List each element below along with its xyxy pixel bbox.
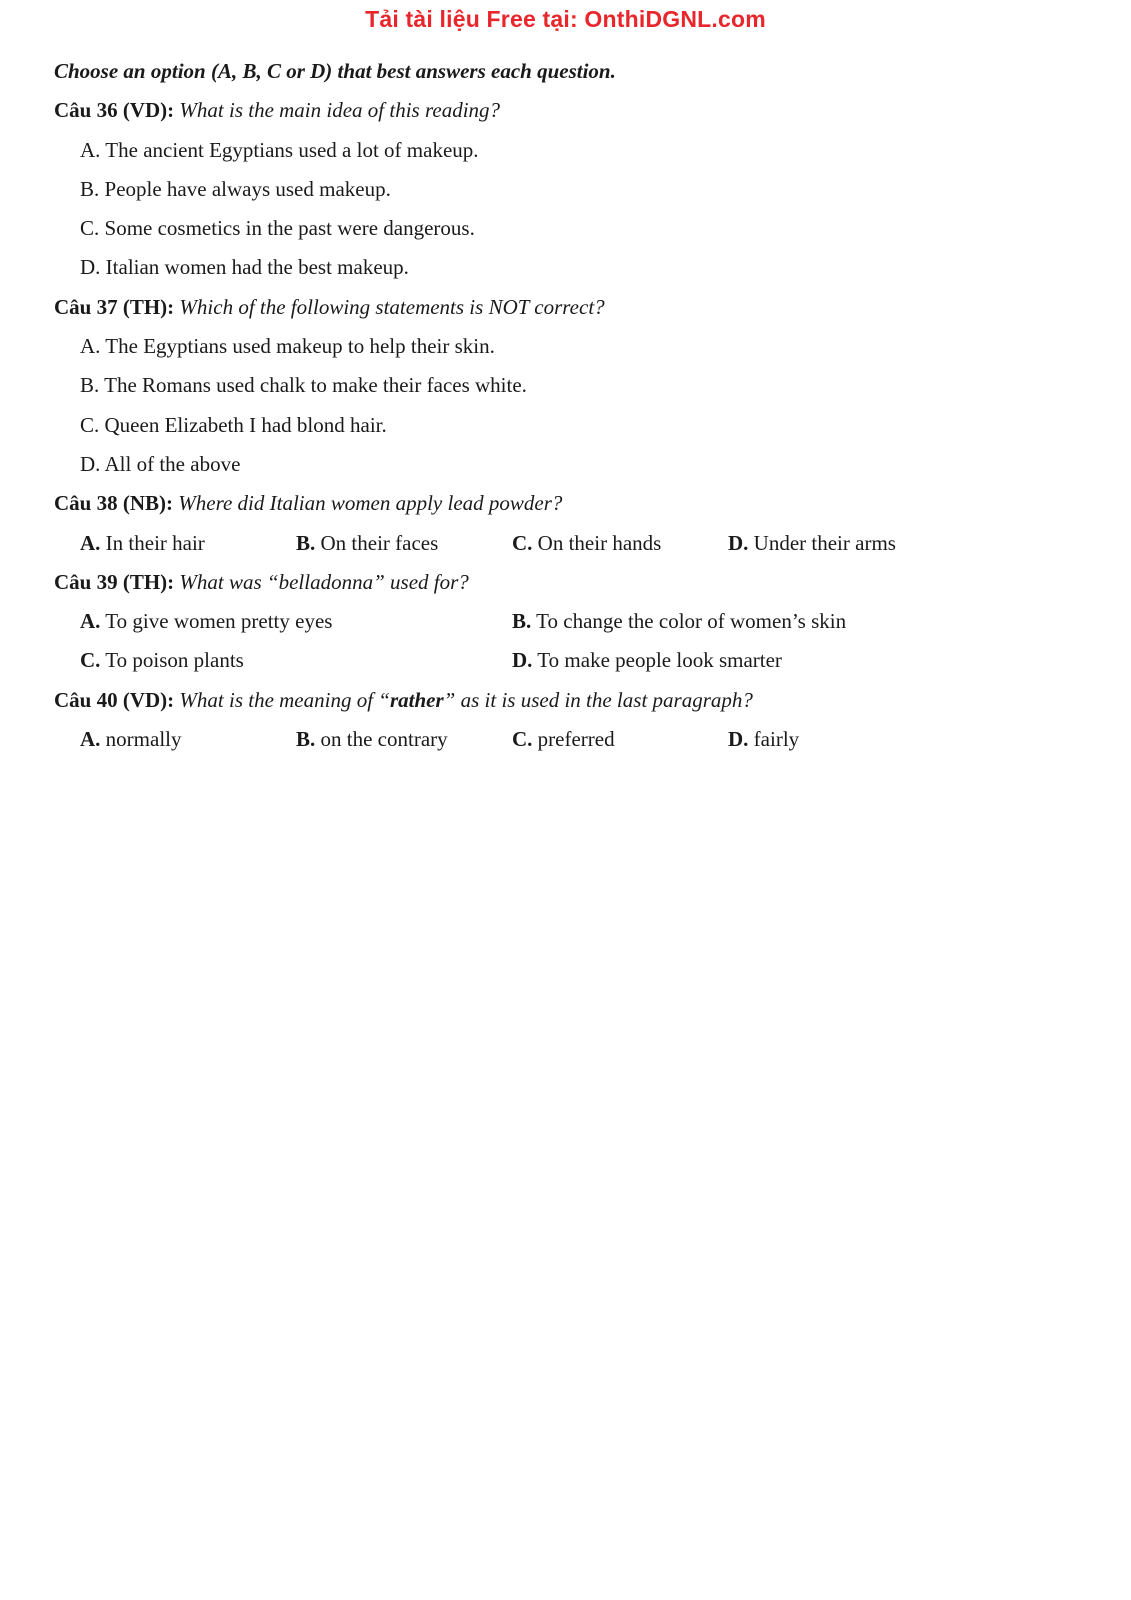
option-text: normally [105, 727, 182, 752]
option-text: To make people look smarter [537, 648, 782, 673]
option-text: The Romans used chalk to make their faces white. [104, 373, 527, 398]
option-letter: C. [512, 727, 533, 752]
option-letter: C. [80, 412, 100, 437]
option-letter: A. [80, 609, 101, 634]
option-text: On their faces [320, 530, 439, 555]
question-38-label: Câu 38 (NB): [54, 491, 173, 516]
question-36-text: What is the main idea of this reading? [179, 98, 501, 123]
option-letter: B. [296, 727, 316, 752]
question-39 [54, 563, 1084, 602]
option-letter: B. [80, 176, 100, 201]
question-36-option-b [54, 170, 1084, 209]
option-text: Italian women had the best makeup. [105, 255, 409, 280]
question-38-option-b [296, 524, 512, 563]
option-text: preferred [537, 727, 615, 752]
instruction-text: Choose an option (A, B, C or D) that best answers each question. [54, 59, 616, 83]
option-text: In their hair [105, 530, 205, 555]
question-40-option-b [296, 720, 512, 759]
question-37-option-b [54, 366, 1084, 405]
option-letter: A. [80, 334, 101, 359]
question-40 [54, 681, 1084, 720]
quiz-content [54, 52, 1084, 759]
option-letter: B. [80, 373, 100, 398]
question-40-option-a [80, 720, 296, 759]
option-text: People have always used makeup. [104, 176, 391, 201]
option-text: To give women pretty eyes [105, 609, 333, 634]
option-text: fairly [753, 727, 800, 752]
question-40-options [54, 720, 1084, 759]
option-letter: D. [728, 530, 749, 555]
option-text: To change the color of women’s skin [536, 609, 847, 634]
option-text: To poison plants [105, 648, 244, 673]
option-text: All of the above [104, 451, 241, 476]
question-37-option-a [54, 327, 1084, 366]
question-39-option-b [512, 602, 944, 641]
question-38-option-d [728, 524, 944, 563]
question-39-label: Câu 39 (TH): [54, 569, 175, 594]
question-40-option-c [512, 720, 728, 759]
option-letter: A. [80, 530, 101, 555]
question-36-label: Câu 36 (VD): [54, 98, 175, 123]
option-letter: D. [80, 255, 101, 280]
question-38-text: Where did Italian women apply lead powder? [178, 491, 563, 516]
option-letter: C. [512, 530, 533, 555]
source-watermark-header: Tải tài liệu Free tại: OnthiDGNL.com [365, 6, 766, 32]
option-text: The Egyptians used makeup to help their skin. [105, 334, 495, 359]
option-text: The ancient Egyptians used a lot of makeup. [105, 137, 479, 162]
question-40-text-before: What is the meaning of “ [179, 687, 390, 712]
question-39-option-a [80, 602, 512, 641]
option-letter: A. [80, 727, 101, 752]
option-letter: B. [512, 609, 532, 634]
option-letter: D. [80, 451, 101, 476]
question-37-text: Which of the following statements is NOT correct? [179, 294, 605, 319]
question-40-option-d [728, 720, 944, 759]
question-38-option-c [512, 524, 728, 563]
question-36-option-d [54, 248, 1084, 287]
option-letter: C. [80, 648, 101, 673]
option-text: Some cosmetics in the past were dangerous. [104, 216, 475, 241]
question-37-label: Câu 37 (TH): [54, 294, 175, 319]
question-40-label: Câu 40 (VD): [54, 687, 175, 712]
question-39-option-d [512, 641, 944, 680]
question-39-options-row-1 [54, 602, 1084, 641]
question-37-option-d [54, 445, 1084, 484]
question-36-option-c [54, 209, 1084, 248]
option-letter: D. [512, 648, 533, 673]
question-40-text-after: ” as it is used in the last paragraph? [443, 687, 753, 712]
question-40-keyword: rather [389, 687, 444, 712]
question-37 [54, 288, 1084, 327]
question-36-option-a [54, 131, 1084, 170]
question-40-text [179, 688, 752, 712]
option-text: Queen Elizabeth I had blond hair. [104, 412, 387, 437]
option-text: on the contrary [320, 727, 448, 752]
option-text: On their hands [537, 530, 662, 555]
question-38-option-a [80, 524, 296, 563]
question-39-options-row-2 [54, 641, 1084, 680]
option-text: Under their arms [753, 530, 896, 555]
question-39-text: What was “belladonna” used for? [179, 569, 469, 594]
question-36 [54, 91, 1084, 130]
option-letter: D. [728, 727, 749, 752]
question-39-option-c [80, 641, 512, 680]
question-37-option-c [54, 406, 1084, 445]
option-letter: A. [80, 137, 101, 162]
option-letter: C. [80, 216, 100, 241]
question-38-options [54, 524, 1084, 563]
option-letter: B. [296, 530, 316, 555]
question-38 [54, 484, 1084, 523]
